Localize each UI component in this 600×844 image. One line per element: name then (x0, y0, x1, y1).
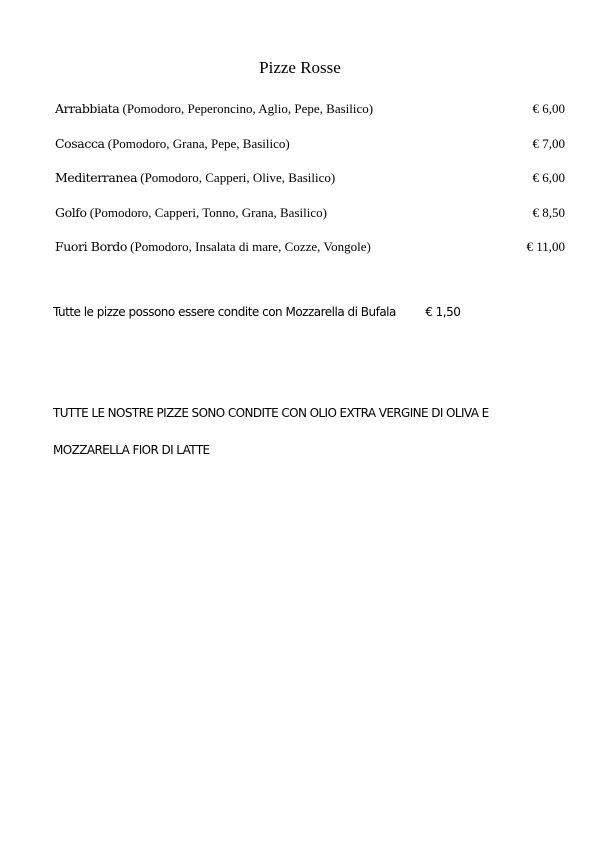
menu-item-price: € 11,00 (526, 239, 565, 254)
footer-line-1: TUTTE LE NOSTRE PIZZE SONO CONDITE CON OLIO EXTRA VERGINE DI OLIVA E (53, 406, 489, 420)
menu-item-ingredients: (Pomodoro, Capperi, Tonno, Grana, Basilico) (89, 204, 327, 220)
page-title: Pizze Rosse (259, 58, 341, 77)
menu-item-name: Cosacca (55, 135, 105, 151)
menu-item-golfo (55, 202, 565, 237)
menu-item-ingredients: (Pomodoro, Grana, Pepe, Basilico) (107, 135, 290, 151)
menu-list (55, 98, 565, 271)
menu-item-fuori-bordo (55, 236, 565, 271)
bufala-note-price: € 1,50 (425, 305, 461, 319)
menu-item-price: € 8,50 (532, 204, 565, 220)
menu-item-price: € 6,00 (532, 101, 565, 116)
bufala-note-text: Tutte le pizze possono essere condite con Mozzarella di Bufala (53, 305, 396, 319)
menu-item-ingredients: (Pomodoro, Peperoncino, Aglio, Pepe, Basilico) (122, 101, 374, 116)
menu-item-price: € 7,00 (532, 135, 565, 151)
bufala-note (53, 305, 460, 319)
menu-item-name: Fuori Bordo (55, 239, 128, 254)
menu-item-name: Mediterranea (55, 170, 138, 185)
menu-item-price: € 6,00 (532, 170, 565, 185)
menu-item-name: Arrabbiata (55, 101, 120, 116)
menu-item-mediterranea (55, 167, 565, 202)
menu-item-arrabbiata (55, 98, 565, 133)
menu-item-cosacca (55, 133, 565, 168)
menu-item-name: Golfo (55, 204, 87, 220)
menu-item-ingredients: (Pomodoro, Insalata di mare, Cozze, Vongole) (130, 239, 371, 254)
footer-line-2: MOZZARELLA FIOR DI LATTE (53, 443, 210, 457)
menu-item-ingredients: (Pomodoro, Capperi, Olive, Basilico) (140, 170, 336, 185)
